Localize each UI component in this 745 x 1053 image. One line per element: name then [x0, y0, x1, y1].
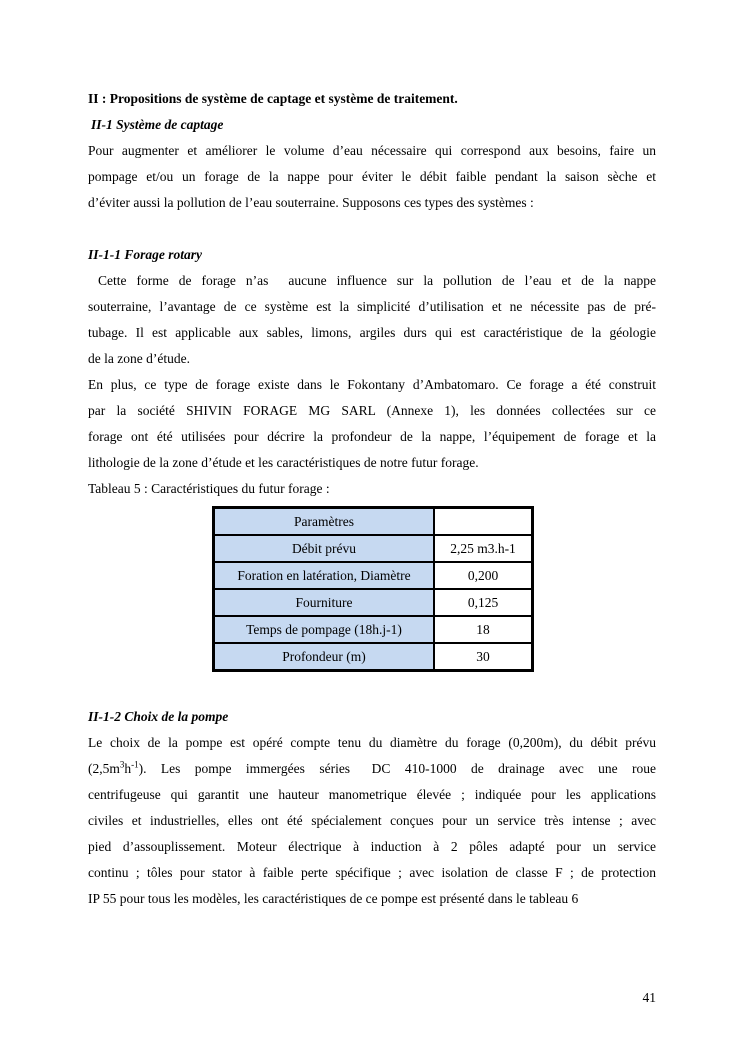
- forage-p1-line-2: souterraine, l’avantage de ce système est la simplicité d’utilisation et ne nécessite pas de pré-: [88, 299, 656, 314]
- param-cell: Paramètres: [214, 508, 434, 535]
- param-cell: Profondeur (m): [214, 643, 434, 670]
- value-cell: 0,200: [434, 562, 532, 589]
- forage-title: II-1-1 Forage rotary: [88, 247, 202, 262]
- table-row: [214, 643, 532, 670]
- param-cell: Foration en latération, Diamètre: [214, 562, 434, 589]
- forage-p2-line-4: lithologie de la zone d’étude et les caractéristiques de notre futur forage.: [88, 455, 479, 470]
- param-cell: Temps de pompage (18h.j-1): [214, 616, 434, 643]
- param-cell: Fourniture: [214, 589, 434, 616]
- forage-p1-line-4: de la zone d’étude.: [88, 351, 190, 366]
- forage-p1-line-3: tubage. Il est applicable aux sables, limons, argiles durs qui est caractéristique de la géologie: [88, 325, 656, 340]
- pompe-line-1: Le choix de la pompe est opéré compte tenu du diamètre du forage (0,200m), du débit prévu: [88, 735, 656, 750]
- pompe-line-4: civiles et industrielles, elles ont été spécialement conçues pour un service très intense ; avec: [88, 813, 656, 828]
- pompe-line-3: centrifugeuse qui garantit une hauteur manometrique élevée ; indiquée pour les applications: [88, 787, 656, 802]
- pompe-title: II-1-2 Choix de la pompe: [88, 709, 229, 724]
- table-row: [214, 562, 532, 589]
- value-cell: 30: [434, 643, 532, 670]
- forage-p2-line-2: par la société SHIVIN FORAGE MG SARL (Annexe 1), les données collectées sur ce: [88, 403, 656, 418]
- table-row: [214, 589, 532, 616]
- forage-p1-line-1: Cette forme de forage n’as aucune influence sur la pollution de l’eau et de la nappe: [88, 273, 656, 288]
- flow-exponent-2: -1: [131, 759, 139, 770]
- page-number: 41: [642, 990, 656, 1005]
- intro-line-2: pompage et/ou un forage de la nappe pour éviter le débit faible pendant la saison sèche et: [88, 169, 656, 184]
- pompe-line-2-rest: ). Les pompe immergées séries DC 410-1000 de drainage avec une roue: [138, 761, 656, 776]
- param-cell: Débit prévu: [214, 535, 434, 562]
- intro-line-1: Pour augmenter et améliorer le volume d’eau nécessaire qui correspond aux besoins, faire un: [88, 143, 656, 158]
- forage-characteristics-table: [212, 506, 534, 672]
- subsection-title: II-1 Système de captage: [91, 117, 224, 132]
- forage-p2-line-1: En plus, ce type de forage existe dans le Fokontany d’Ambatomaro. Ce forage a été construit: [88, 377, 656, 392]
- pompe-line-5: pied d’assouplissement. Moteur électrique à induction à 2 pôles adapté pour un service: [88, 839, 656, 854]
- table-row: [214, 616, 532, 643]
- table-row: [214, 508, 532, 535]
- value-cell: 2,25 m3.h-1: [434, 535, 532, 562]
- value-cell: 0,125: [434, 589, 532, 616]
- flow-unit: h: [124, 761, 132, 776]
- flow-prefix: (2,5m: [88, 761, 120, 776]
- table-caption: Tableau 5 : Caractéristiques du futur forage :: [88, 481, 330, 496]
- page-content: [88, 86, 656, 912]
- pompe-line-6: continu ; tôles pour stator à faible perte spécifique ; avec isolation de classe F ; de protection: [88, 865, 656, 880]
- value-cell: [434, 508, 532, 535]
- section-title: II : Propositions de système de captage et système de traitement.: [88, 91, 458, 106]
- intro-line-3: d’éviter aussi la pollution de l’eau souterraine. Supposons ces types des systèmes :: [88, 195, 534, 210]
- pompe-line-2: [88, 756, 656, 782]
- pompe-line-7: IP 55 pour tous les modèles, les caractéristiques de ce pompe est présenté dans le tableau 6: [88, 891, 579, 906]
- flow-exponent-1: 3: [119, 759, 125, 770]
- value-cell: 18: [434, 616, 532, 643]
- table-row: [214, 535, 532, 562]
- forage-p2-line-3: forage ont été utilisées pour décrire la profondeur de la nappe, l’équipement de forage et la: [88, 429, 656, 444]
